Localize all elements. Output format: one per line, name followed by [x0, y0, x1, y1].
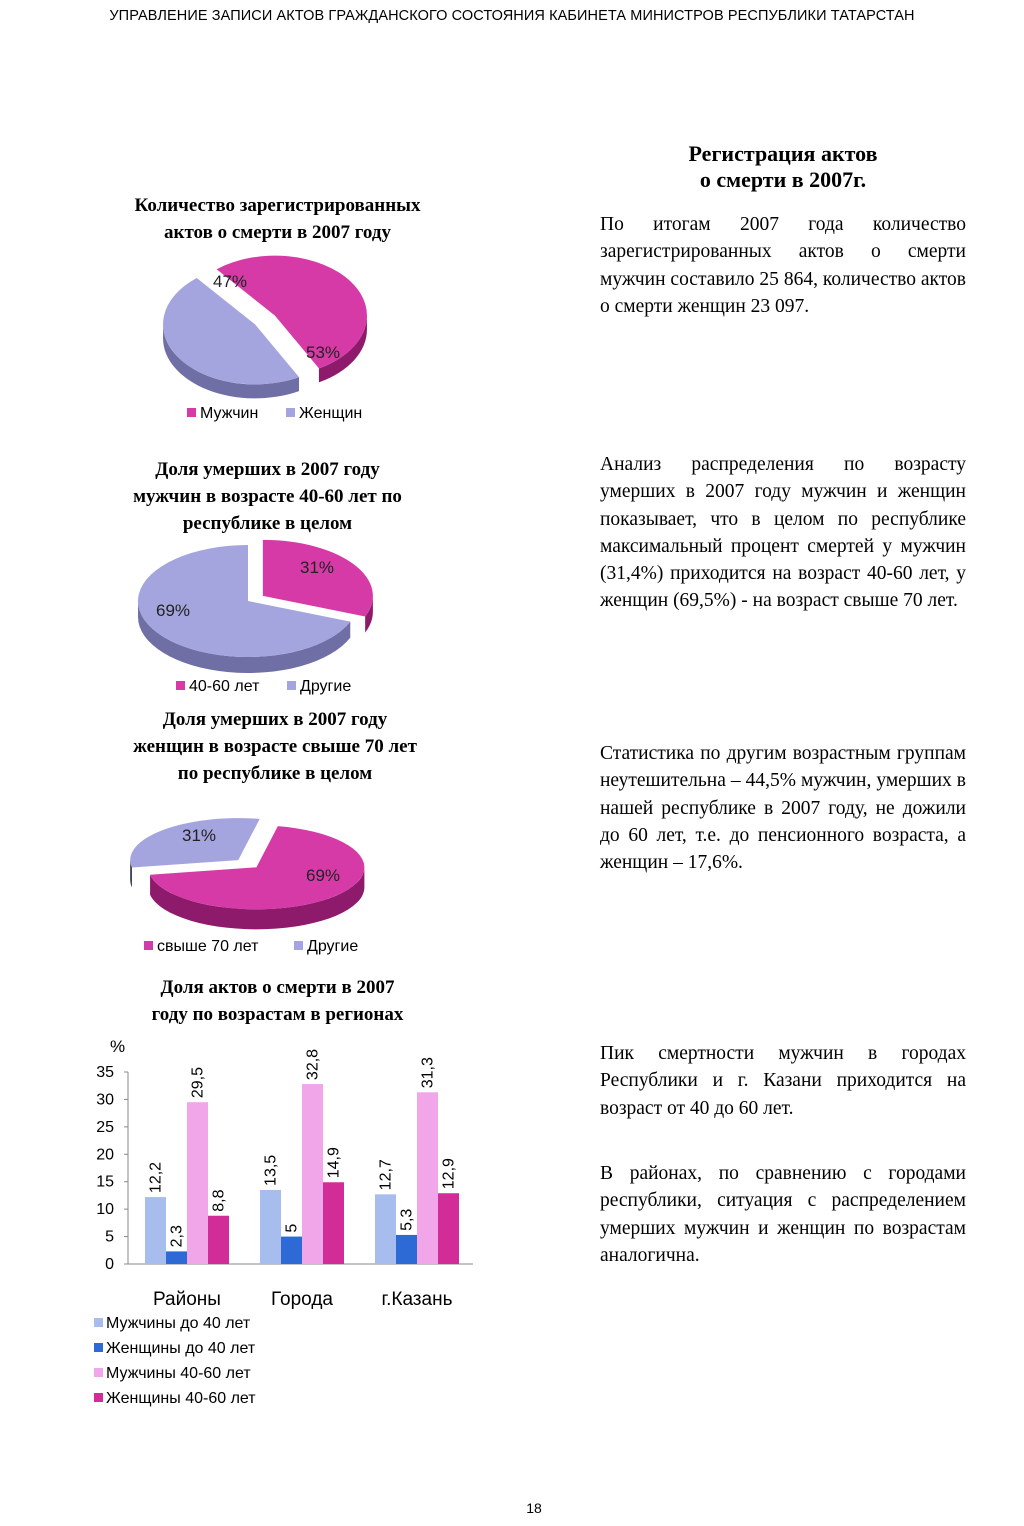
slice-label: 31%	[300, 558, 335, 577]
bar	[323, 1182, 344, 1264]
y-tick-label: 30	[96, 1091, 114, 1109]
page-header: УПРАВЛЕНИЕ ЗАПИСИ АКТОВ ГРАЖДАНСКОГО СОСТОЯНИЯ КАБИНЕТА МИНИСТРОВ РЕСПУБЛИКИ ТАТАРСТАН	[109, 8, 915, 24]
bar-value-label: 8,8	[210, 1189, 228, 1212]
y-tick-label: 10	[96, 1201, 114, 1219]
y-tick-label: 0	[105, 1256, 114, 1273]
slice-label: 69%	[306, 866, 341, 885]
category-labels	[153, 1289, 453, 1310]
pie-chart-men-40-60	[130, 535, 390, 700]
chart-title-line: Доля актов о смерти в 2007	[160, 977, 395, 998]
y-tick-label: 5	[105, 1228, 114, 1246]
bar	[375, 1194, 396, 1264]
chart-title	[90, 974, 465, 1028]
chart-title	[90, 456, 445, 537]
chart-title-line: актов о смерти в 2007 году	[164, 222, 391, 243]
legend-label: Женщины до 40 лет	[106, 1340, 256, 1357]
chart-title-line: мужчин в возрасте 40-60 лет по	[133, 486, 402, 507]
bar-value-label: 14,9	[325, 1147, 343, 1179]
bar	[187, 1102, 208, 1264]
legend	[94, 1315, 256, 1407]
section-title-line: Регистрация актов	[688, 141, 878, 166]
bar-value-label: 2,3	[168, 1225, 186, 1248]
paragraph: В районах, по сравнению с городами республики, ситуация с распределением умерших мужчин и женщин по возрастам аналогична.	[600, 1163, 966, 1266]
chart-title-line: году по возрастам в регионах	[151, 1004, 404, 1025]
y-tick-label: 25	[96, 1118, 114, 1136]
legend-label: Женщин	[299, 405, 363, 422]
legend-label: свыше 70 лет	[157, 938, 259, 955]
legend-swatch	[144, 941, 153, 950]
category-label: г.Казань	[381, 1289, 453, 1310]
legend-swatch	[94, 1368, 103, 1377]
legend-swatch	[294, 941, 303, 950]
legend-swatch	[94, 1318, 103, 1327]
bar	[281, 1237, 302, 1264]
legend-label: 40-60 лет	[189, 678, 260, 695]
category-label: Районы	[153, 1289, 221, 1310]
chart-title-line: Доля умерших в 2007 году	[155, 459, 380, 480]
legend-swatch	[187, 408, 196, 417]
bar-value-label: 12,2	[147, 1161, 165, 1194]
y-tick-label: 15	[96, 1173, 114, 1191]
legend-label: Мужчины до 40 лет	[106, 1315, 251, 1332]
bar-value-label: 12,9	[440, 1158, 458, 1190]
legend-label: Мужчины 40-60 лет	[106, 1365, 251, 1382]
slice-label: 31%	[182, 826, 217, 845]
bar-value-label: 31,3	[419, 1057, 437, 1089]
bar	[145, 1197, 166, 1264]
bar-value-label: 13,5	[262, 1154, 280, 1186]
chart-title-line: женщин в возрасте свыше 70 лет	[133, 736, 417, 757]
bar-value-label: 5,3	[398, 1208, 416, 1231]
legend-label: Другие	[300, 678, 352, 695]
category-label: Города	[271, 1289, 333, 1310]
legend-swatch	[287, 681, 296, 690]
section-title	[600, 141, 966, 193]
bar	[438, 1193, 459, 1264]
bar-chart-regions	[80, 1030, 500, 1420]
paragraph: По итогам 2007 года количество зарегистрированных актов о смерти мужчин составило 25 864, количество актов о смерти женщин 23 097.	[600, 214, 966, 317]
legend-swatch	[94, 1393, 103, 1402]
page-number: 18	[526, 1500, 542, 1516]
bar	[302, 1084, 323, 1264]
y-tick-label: 20	[96, 1146, 114, 1164]
y-ticks	[96, 1064, 128, 1273]
bars	[145, 1049, 459, 1264]
chart-title-line: Доля умерших в 2007 году	[162, 709, 388, 730]
legend-swatch	[286, 408, 295, 417]
bar-value-label: 32,8	[304, 1048, 322, 1081]
legend-label: Женщины 40-60 лет	[106, 1390, 256, 1407]
paragraph: Пик смертности мужчин в городах Республики и г. Казани приходится на возраст от 40 до 60 лет.	[600, 1043, 966, 1119]
bar	[417, 1092, 438, 1264]
bar	[166, 1251, 187, 1264]
chart-title-line: по республике в целом	[177, 763, 373, 784]
legend-swatch	[176, 681, 185, 690]
slice-label: 53%	[306, 343, 341, 362]
chart-title	[90, 192, 465, 246]
legend-label: Другие	[307, 938, 359, 955]
slice-label: 47%	[213, 272, 248, 291]
pie-chart-women-70	[130, 800, 390, 960]
bar-value-label: 5	[283, 1223, 301, 1233]
bar	[260, 1190, 281, 1264]
y-tick-label: 35	[96, 1064, 114, 1081]
legend-label: Мужчин	[200, 405, 259, 422]
chart-title-line: республике в целом	[182, 513, 353, 534]
chart-title-line: Количество зарегистрированных	[134, 195, 421, 216]
legend-swatch	[94, 1343, 103, 1352]
pie-chart-acts	[140, 240, 400, 430]
paragraph: Статистика по другим возрастным группам неутешительна – 44,5% мужчин, умерших в нашей республике в 2007 году, не дожили до 60 лет, т.е. до пенсионного возраста, а женщин – 17,6%.	[600, 743, 966, 874]
bar-value-label: 12,7	[377, 1159, 395, 1191]
paragraph: Анализ распределения по возрасту умерших в 2007 году мужчин и женщин показывает, что в целом по республике максимальный процент смертей у мужчин (31,4%) приходится на возраст 40-60 лет, у женщин (69,5%) - на возраст свыше 70 лет.	[600, 454, 966, 612]
bar	[208, 1216, 229, 1264]
y-axis-label: %	[110, 1037, 126, 1056]
bar	[396, 1235, 417, 1264]
slice-label: 69%	[156, 601, 191, 620]
bar-value-label: 29,5	[189, 1067, 207, 1099]
chart-title	[90, 706, 460, 787]
section-title-line: о смерти в 2007г.	[699, 167, 867, 192]
